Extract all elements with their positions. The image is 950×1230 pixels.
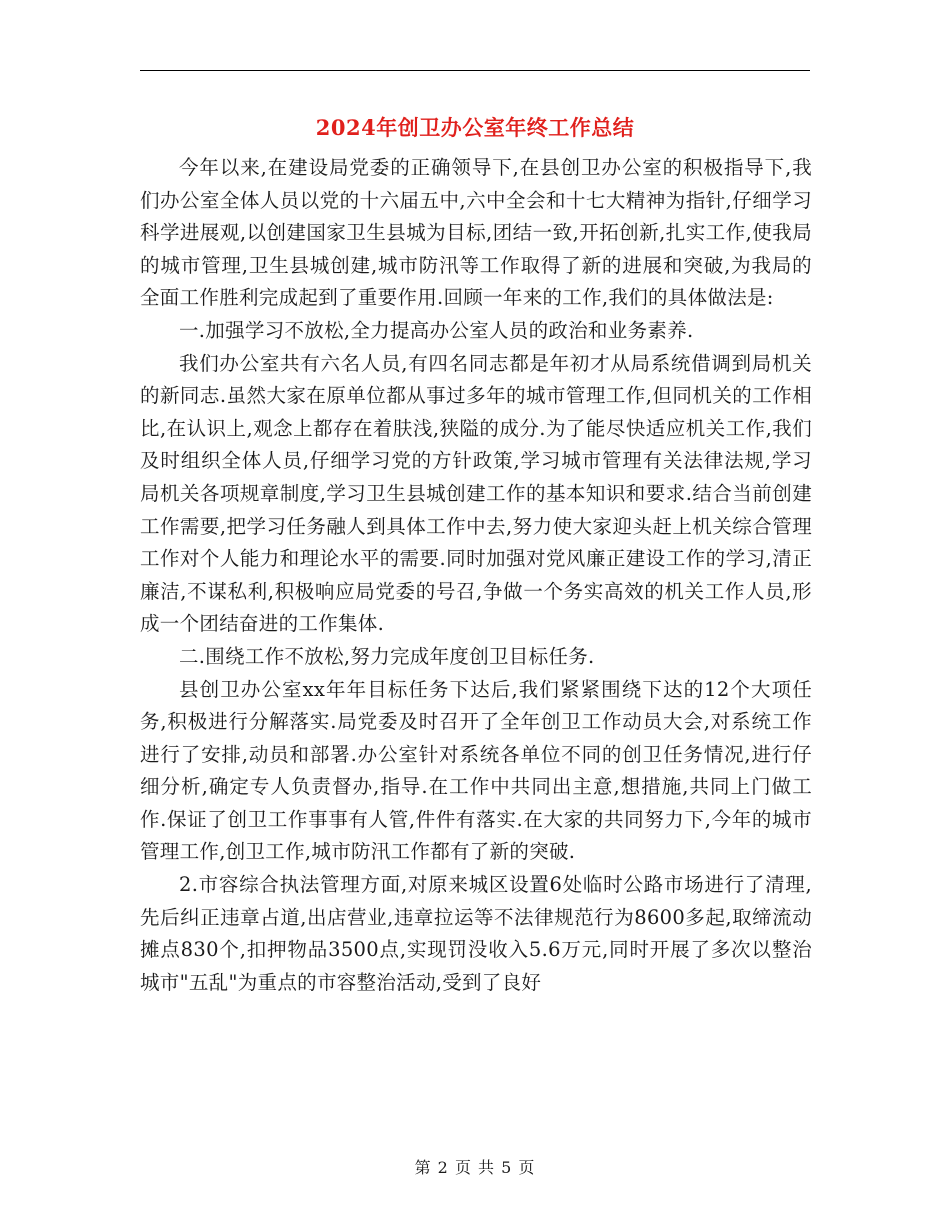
header-rule <box>140 70 810 71</box>
paragraph-intro: 今年以来,在建设局党委的正确领导下,在县创卫办公室的积极指导下,我们办公室全体人员以党的十六届五中,六中全会和十七大精神为指针,仔细学习科学进展观,以创建国家卫生县城为目标,团结一致,开拓创新,扎实工作,使我局的城市管理,卫生县城创建,城市防汛等工作取得了新的进展和突破,为我局的全面工作胜利完成起到了重要作用.回顾一年来的工作,我们的具体做法是: <box>140 156 812 310</box>
paragraph-section-1: 我们办公室共有六名人员,有四名同志都是年初才从局系统借调到局机关的新同志.虽然大家在原单位都从事过多年的城市管理工作,但同机关的工作相比,在认识上,观念上都存在着肤浅,狭隘的成分.为了能尽快适应机关工作,我们及时组织全体人员,仔细学习党的方针政策,学习城市管理有关法律法规,学习局机关各项规章制度,学习卫生县城创建工作的基本知识和要求.结合当前创建工作需要,把学习任务融人到具体工作中去,努力使大家迎头赶上机关综合管理工作对个人能力和理论水平的需要.同时加强对党风廉正建设工作的学习,清正廉洁,不谋私利,积极响应局党委的号召,争做一个务实高效的机关工作人员,形成一个团结奋进的工作集体. <box>140 351 812 636</box>
document-body <box>140 152 812 999</box>
page-number: 第 2 页 共 5 页 <box>414 1158 536 1177</box>
document-title: 2024年创卫办公室年终工作总结 <box>315 115 635 140</box>
section-heading-1: 一.加强学习不放松,全力提高办公室人员的政治和业务素养. <box>179 318 694 342</box>
section-heading-2: 二.围绕工作不放松,努力完成年度创卫目标任务. <box>179 644 595 668</box>
paragraph-item-2: 2.市容综合执法管理方面,对原来城区设置6处临时公路市场进行了清理,先后纠正违章占道,出店营业,违章拉运等不法律规范行为8600多起,取缔流动摊点830个,扣押物品3500点,实现罚没收入5.6万元,同时开展了多次以整治城市"五乱"为重点的市容整治活动,受到了良好 <box>140 873 812 994</box>
paragraph-section-2: 县创卫办公室xx年年目标任务下达后,我们紧紧围绕下达的12个大项任务,积极进行分解落实.局党委及时召开了全年创卫工作动员大会,对系统工作进行了安排,动员和部署.办公室针对系统各单位不同的创卫任务情况,进行仔细分析,确定专人负责督办,指导.在工作中共同出主意,想措施,共同上门做工作.保证了创卫工作事事有人管,件件有落实.在大家的共同努力下,今年的城市管理工作,创卫工作,城市防汛工作都有了新的突破. <box>140 677 812 864</box>
